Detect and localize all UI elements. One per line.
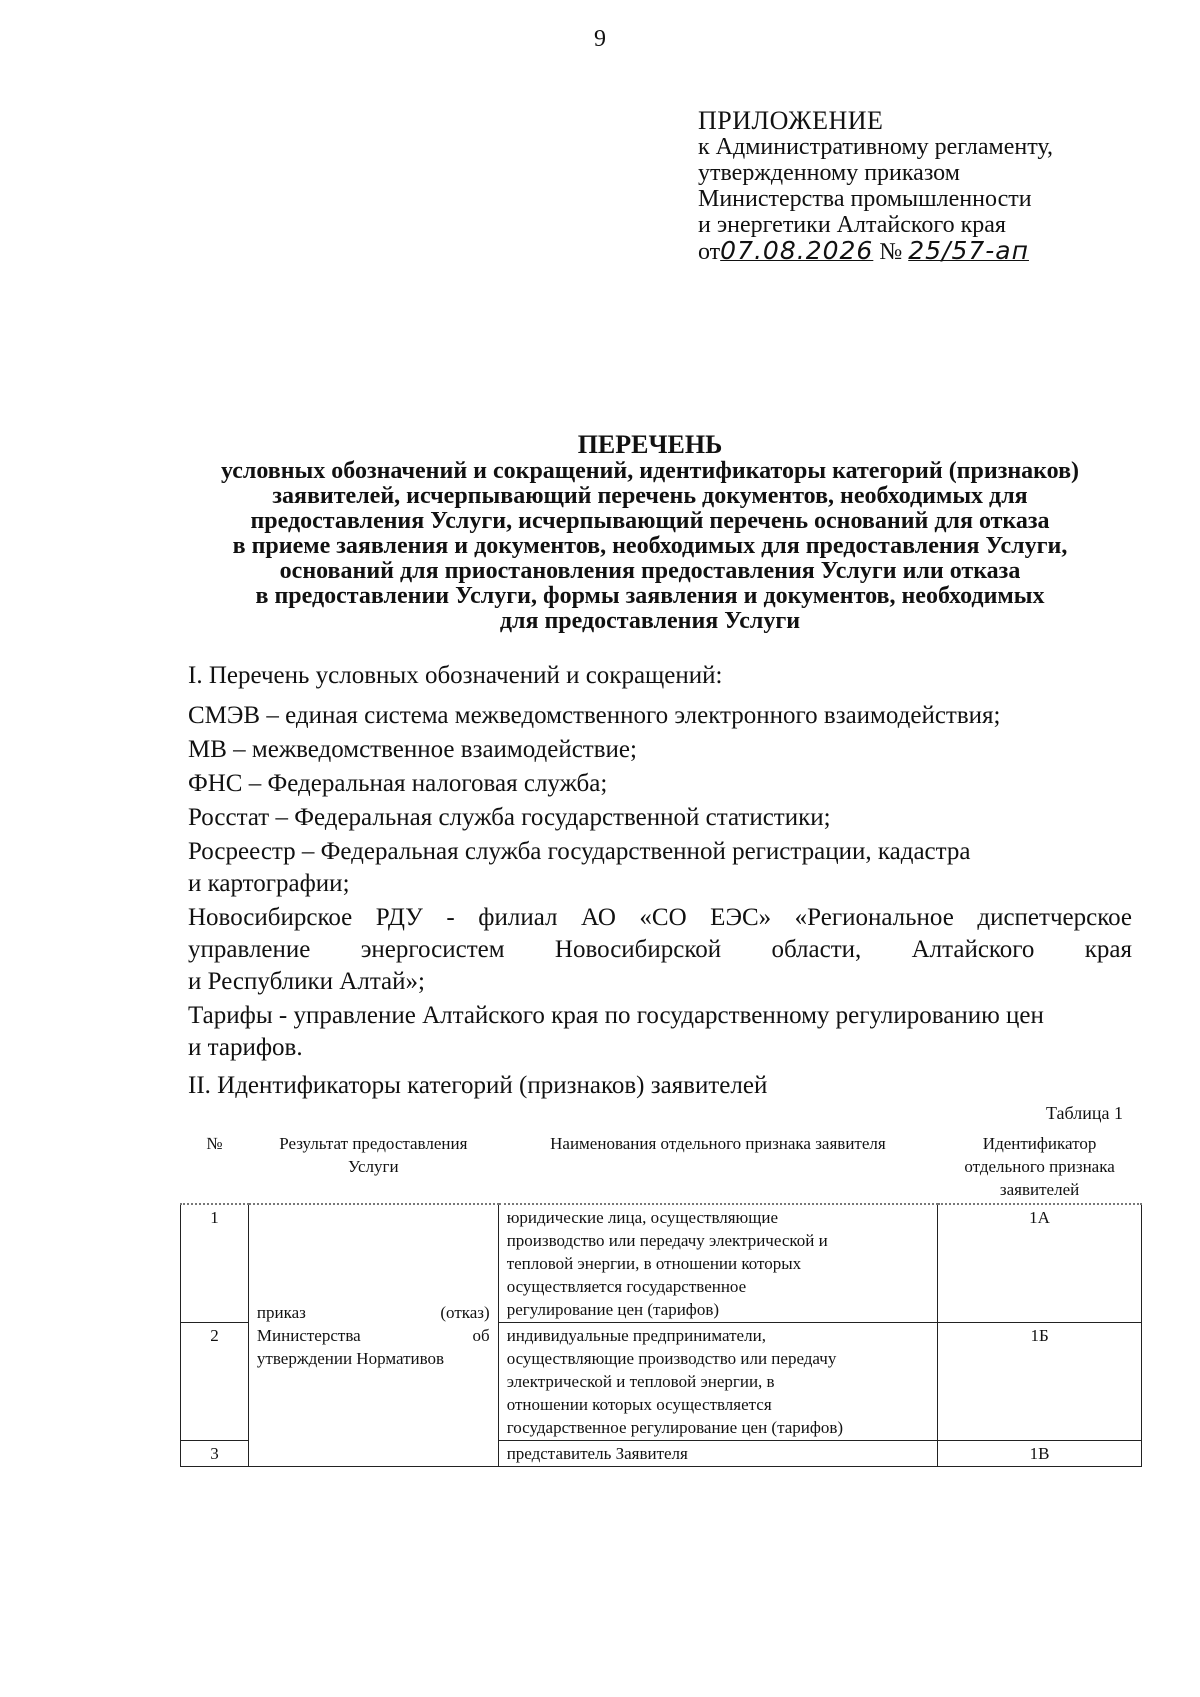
feature-line: представитель Заявителя: [506, 1444, 688, 1463]
abbreviation-item: Росстат – Федеральная служба государственной статистики;: [188, 804, 831, 831]
abbreviation-item: МВ – межведомственное взаимодействие;: [188, 736, 637, 763]
identifier-cell: 1А: [938, 1204, 1142, 1323]
row-number: 1: [181, 1204, 249, 1323]
result-line: Министерства об: [256, 1326, 490, 1345]
section-1: [188, 660, 1132, 1064]
appendix-line: к Административному регламенту,: [698, 134, 1053, 160]
abbreviation-item: Новосибирское РДУ - филиал АО «СО ЕЭС» «Региональное диспетчерское: [188, 904, 1132, 931]
page-number: 9: [594, 26, 606, 52]
feature-cell: [498, 1323, 937, 1441]
abbreviation-item: Росреестр – Федеральная служба государственной регистрации, кадастра: [188, 838, 971, 865]
identifier-cell: 1Б: [938, 1323, 1142, 1441]
appendix-heading: ПРИЛОЖЕНИЕ: [698, 106, 884, 135]
row-number: 3: [181, 1441, 249, 1467]
title-main: ПЕРЕЧЕНЬ: [577, 430, 723, 459]
abbreviation-item: Тарифы - управление Алтайского края по государственному регулированию цен: [188, 1002, 1044, 1029]
section-1-heading: I. Перечень условных обозначений и сокращений:: [188, 662, 723, 689]
appendix-line: утвержденному приказом: [698, 160, 960, 186]
header-feature-name: Наименования отдельного признака заявителя: [498, 1130, 937, 1204]
date-prefix: от: [698, 239, 721, 265]
feature-line: производство или передачу электрической и: [506, 1231, 828, 1250]
feature-cell: [498, 1204, 937, 1323]
document-title: [160, 432, 1140, 634]
abbreviation-item: ФНС – Федеральная налоговая служба;: [188, 770, 608, 797]
appendix-block: [698, 108, 1053, 265]
feature-line: юридические лица, осуществляющие: [506, 1208, 778, 1227]
abbreviation-item-continued: и тарифов.: [188, 1034, 303, 1061]
feature-line: отношении которых осуществляется: [506, 1395, 772, 1414]
row-number: 2: [181, 1323, 249, 1441]
title-line: заявителей, исчерпывающий перечень документов, необходимых для: [272, 483, 1028, 509]
feature-cell: [498, 1441, 937, 1467]
title-line: оснований для приостановления предоставления Услуги или отказа: [279, 558, 1021, 584]
title-line: условных обозначений и сокращений, идентификаторы категорий (признаков): [220, 458, 1080, 484]
appendix-line: Министерства промышленности: [698, 186, 1032, 212]
handwritten-number: 25/57-ап: [908, 236, 1029, 265]
abbreviation-item-continued: и картографии;: [188, 870, 350, 897]
result-line: приказ (отказ): [256, 1303, 490, 1322]
title-line: предоставления Услуги, исчерпывающий перечень оснований для отказа: [250, 508, 1050, 534]
abbreviation-item-continued: и Республики Алтай»;: [188, 968, 425, 995]
identifier-cell: 1В: [938, 1441, 1142, 1467]
number-prefix: №: [879, 239, 903, 265]
result-line: утверждении Нормативов: [256, 1349, 445, 1368]
feature-line: тепловой энергии, в отношении которых: [506, 1254, 802, 1273]
appendix-line: и энергетики Алтайского края: [698, 212, 1006, 238]
title-line: в приеме заявления и документов, необходимых для предоставления Услуги,: [232, 533, 1068, 559]
feature-line: индивидуальные предприниматели,: [506, 1326, 766, 1345]
title-line: в предоставлении Услуги, формы заявления и документов, необходимых: [255, 583, 1045, 609]
appendix-date-number-line: [698, 238, 1053, 265]
header-number: №: [181, 1130, 249, 1204]
table-row: [181, 1204, 1142, 1323]
header-identifier: Идентификатор отдельного признака заявителей: [938, 1130, 1142, 1204]
applicant-categories-table: [180, 1130, 1142, 1467]
feature-line: регулирование цен (тарифов): [506, 1300, 720, 1319]
handwritten-date: 07.08.2026: [720, 236, 874, 265]
header-result: Результат предоставления Услуги: [248, 1130, 498, 1204]
feature-line: электрической и тепловой энергии, в: [506, 1372, 775, 1391]
feature-line: государственное регулирование цен (тарифов): [506, 1418, 844, 1437]
section-2-heading: II. Идентификаторы категорий (признаков) заявителей: [188, 1072, 768, 1099]
table-caption: Таблица 1: [1046, 1103, 1123, 1123]
abbreviation-item-continued: управление энергосистем Новосибирской области, Алтайского края: [188, 936, 1132, 963]
feature-line: осуществляется государственное: [506, 1277, 747, 1296]
table-header-row: [181, 1130, 1142, 1204]
title-line: для предоставления Услуги: [499, 608, 801, 634]
feature-line: осуществляющие производство или передачу: [506, 1349, 837, 1368]
result-cell: [248, 1204, 498, 1467]
abbreviation-item: СМЭВ – единая система межведомственного электронного взаимодействия;: [188, 702, 1001, 729]
